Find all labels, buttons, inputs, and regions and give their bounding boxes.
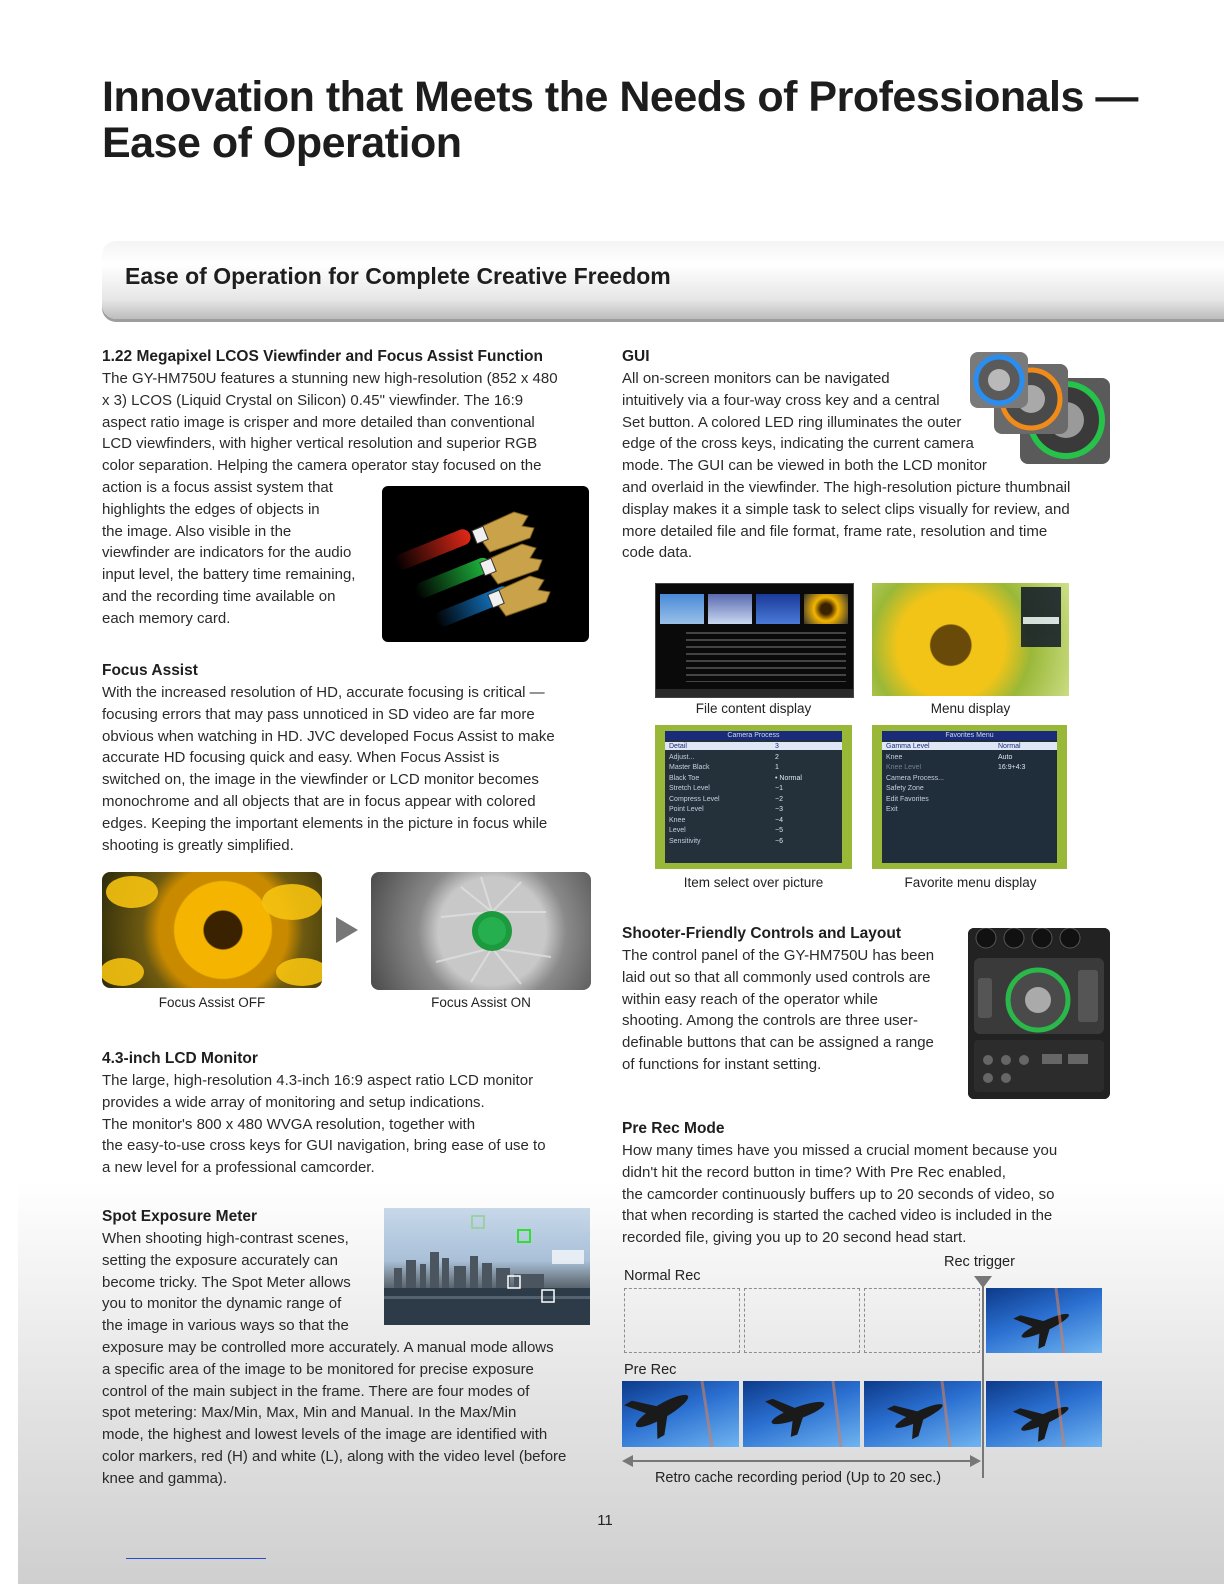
file-content-caption: File content display bbox=[695, 701, 812, 716]
file-info-lines bbox=[686, 632, 846, 682]
text-line: laid out so that all commonly used controls are bbox=[622, 968, 931, 986]
favorite-menu-caption: Favorite menu display bbox=[904, 875, 1037, 890]
lcos-rgb-image bbox=[382, 486, 589, 642]
focus-assist-off-image bbox=[102, 872, 322, 988]
cross-key-led-image bbox=[968, 350, 1113, 466]
text-line: edges. Keeping the important elements in the picture in focus while bbox=[102, 814, 548, 832]
focus-assist-heading: Focus Assist bbox=[102, 662, 198, 679]
arrow-right-icon bbox=[970, 1455, 981, 1467]
text-line: the camcorder continuously buffers up to 20 seconds of video, so bbox=[622, 1185, 1055, 1203]
text-line: each memory card. bbox=[102, 609, 231, 627]
text-line: x 3) LCOS (Liquid Crystal on Silicon) 0.45" viewfinder. The 16:9 bbox=[102, 391, 524, 409]
thumbnail bbox=[804, 594, 848, 624]
gui-heading: GUI bbox=[622, 348, 650, 365]
text-line: All on-screen monitors can be navigated bbox=[622, 370, 890, 387]
footer-link-underline bbox=[126, 1558, 266, 1559]
text-line: intuitively via a four-way cross key and a central bbox=[622, 391, 940, 409]
menu-display-screen bbox=[872, 583, 1069, 696]
camera-process-values: 3 2 1 • Normal −1 −2 −3 −4 −5 −6 bbox=[775, 743, 802, 845]
text-line: shooting is greatly simplified. bbox=[102, 836, 294, 854]
cached-frame bbox=[864, 1381, 981, 1447]
file-content-screen bbox=[655, 583, 854, 698]
lcd-heading: 4.3-inch LCD Monitor bbox=[102, 1050, 258, 1067]
favorite-items: Gamma Level Knee Knee Level Camera Process... Safety Zone Edit Favorites Exit bbox=[886, 743, 944, 813]
text-line: monochrome and all objects that are in focus appear with colored bbox=[102, 792, 536, 810]
text-line: aspect ratio image is crisper and more detailed than conventional bbox=[102, 413, 535, 431]
text-line: and the recording time available on bbox=[102, 587, 336, 605]
text-line: spot metering: Max/Min, Max, Min and Manual. In the Max/Min bbox=[102, 1404, 517, 1422]
controls-section bbox=[622, 923, 962, 1076]
controls-heading: Shooter-Friendly Controls and Layout bbox=[622, 925, 902, 942]
empty-frame bbox=[864, 1288, 980, 1353]
retro-cache-label: Retro cache recording period (Up to 20 sec.) bbox=[654, 1470, 942, 1486]
focus-assist-on-image bbox=[371, 872, 591, 990]
text-line: switched on, the image in the viewfinder or LCD monitor becomes bbox=[102, 771, 539, 789]
favorite-values: Normal Auto 16:9+4:3 bbox=[998, 743, 1026, 771]
cached-frame bbox=[622, 1381, 739, 1447]
menu-display-caption: Menu display bbox=[930, 701, 1011, 716]
text-line: edge of the cross keys, indicating the current camera bbox=[622, 435, 974, 453]
arrow-left-icon bbox=[622, 1455, 633, 1467]
text-line: viewfinder are indicators for the audio bbox=[102, 544, 352, 562]
empty-frame bbox=[744, 1288, 860, 1353]
trigger-line bbox=[982, 1286, 984, 1478]
text-line: The GY-HM750U features a stunning new high-resolution (852 x 480 bbox=[102, 370, 558, 387]
text-line: the image in various ways so that the bbox=[102, 1317, 349, 1335]
text-line: When shooting high-contrast scenes, bbox=[102, 1230, 349, 1247]
camera-process-items: Detail Adjust... Master Black Black Toe Stretch Level Compress Level Point Level Knee Level Sensitivity bbox=[669, 743, 720, 845]
text-line: How many times have you missed a crucial moment because you bbox=[622, 1142, 1058, 1159]
section-banner bbox=[102, 241, 1224, 319]
text-line: obvious when watching in HD. JVC developed Focus Assist to make bbox=[102, 727, 555, 745]
item-select-screen bbox=[655, 725, 852, 869]
text-line: recorded file, giving you up to 20 second head start. bbox=[622, 1229, 967, 1247]
text-line: that when recording is started the cached video is included in the bbox=[622, 1207, 1053, 1225]
text-line: the image. Also visible in the bbox=[102, 522, 292, 540]
text-line: display makes it a simple task to select clips visually for review, and bbox=[622, 500, 1070, 518]
thumbnail bbox=[660, 594, 704, 624]
text-line: The control panel of the GY-HM750U has been bbox=[622, 947, 935, 964]
retro-arrow-line bbox=[632, 1460, 972, 1462]
text-line: and overlaid in the viewfinder. The high-resolution picture thumbnail bbox=[622, 478, 1071, 496]
recorded-frame bbox=[986, 1288, 1102, 1353]
text-line: mode, the highest and lowest levels of the image are identified with bbox=[102, 1426, 548, 1444]
text-line: exposure may be controlled more accurately. A manual mode allows bbox=[102, 1338, 554, 1356]
menu-popup bbox=[1021, 587, 1061, 647]
text-line: control of the main subject in the frame. There are four modes of bbox=[102, 1382, 530, 1400]
item-select-caption: Item select over picture bbox=[683, 875, 824, 890]
lcos-heading: 1.22 Megapixel LCOS Viewfinder and Focus Assist Function bbox=[102, 348, 543, 365]
text-line: code data. bbox=[622, 544, 693, 562]
text-line: The monitor's 800 x 480 WVGA resolution, together with bbox=[102, 1115, 476, 1133]
page-title: Innovation that Meets the Needs of Professionals — Ease of Operation bbox=[102, 73, 1138, 167]
text-line: didn't hit the record button in time? With Pre Rec enabled, bbox=[622, 1163, 1006, 1181]
prerec-section bbox=[622, 1118, 1112, 1249]
rec-trigger-label: Rec trigger bbox=[944, 1254, 1015, 1270]
text-line: of functions for instant setting. bbox=[622, 1055, 822, 1073]
focus-off-caption: Focus Assist OFF bbox=[158, 995, 266, 1010]
text-line: Set button. A colored LED ring illuminates the outer bbox=[622, 413, 962, 431]
prerec-diagram bbox=[622, 1254, 1122, 1494]
thumbnail bbox=[756, 594, 800, 624]
text-line: color separation. Helping the camera operator stay focused on the bbox=[102, 457, 542, 475]
normal-rec-label: Normal Rec bbox=[624, 1268, 701, 1284]
text-line: the easy-to-use cross keys for GUI navigation, bring ease of use to bbox=[102, 1137, 546, 1155]
recorded-frame bbox=[986, 1381, 1102, 1447]
empty-frame bbox=[624, 1288, 740, 1353]
text-line: more detailed file and file format, frame rate, resolution and time bbox=[622, 522, 1048, 540]
favorite-menu-screen bbox=[872, 725, 1067, 869]
focus-assist-section bbox=[102, 660, 592, 856]
text-line: The large, high-resolution 4.3-inch 16:9 aspect ratio LCD monitor bbox=[102, 1072, 534, 1089]
spot-heading: Spot Exposure Meter bbox=[102, 1208, 258, 1225]
text-line: mode. The GUI can be viewed in both the LCD monitor bbox=[622, 457, 987, 475]
text-line: definable buttons that can be assigned a range bbox=[622, 1034, 934, 1052]
pre-rec-label: Pre Rec bbox=[624, 1362, 677, 1378]
text-line: a new level for a professional camcorder. bbox=[102, 1159, 375, 1177]
text-line: color markers, red (H) and white (L), along with the video level (before bbox=[102, 1447, 567, 1465]
text-line: LCD viewfinders, with higher vertical resolution and superior RGB bbox=[102, 435, 538, 453]
cached-frame bbox=[743, 1381, 860, 1447]
text-line: focusing errors that may pass unnoticed in SD video are far more bbox=[102, 705, 535, 723]
text-line: you to monitor the dynamic range of bbox=[102, 1295, 342, 1313]
text-line: highlights the edges of objects in bbox=[102, 500, 320, 518]
text-line: input level, the battery time remaining, bbox=[102, 566, 356, 584]
text-line: shooting. Among the controls are three user- bbox=[622, 1012, 919, 1030]
prerec-heading: Pre Rec Mode bbox=[622, 1120, 725, 1137]
screen-title: Favorites Menu bbox=[882, 731, 1057, 740]
text-line: action is a focus assist system that bbox=[102, 478, 333, 496]
page-number: 11 bbox=[597, 1512, 613, 1529]
arrow-right-icon bbox=[336, 917, 358, 943]
text-line: provides a wide array of monitoring and setup indications. bbox=[102, 1093, 485, 1111]
text-line: With the increased resolution of HD, accurate focusing is critical — bbox=[102, 684, 545, 701]
focus-on-caption: Focus Assist ON bbox=[431, 995, 531, 1010]
text-line: become tricky. The Spot Meter allows bbox=[102, 1273, 351, 1291]
banner-title: Ease of Operation for Complete Creative Freedom bbox=[125, 263, 671, 289]
control-panel-image bbox=[968, 928, 1110, 1099]
lcd-section bbox=[102, 1048, 592, 1179]
thumbnail bbox=[708, 594, 752, 624]
screen-title: Camera Process bbox=[665, 731, 842, 740]
text-line: a specific area of the image to be monitored for precise exposure bbox=[102, 1360, 534, 1378]
text-line: knee and gamma). bbox=[102, 1469, 228, 1487]
text-line: within easy reach of the operator while bbox=[622, 990, 878, 1008]
text-line: setting the exposure accurately can bbox=[102, 1251, 338, 1269]
text-line: accurate HD focusing quick and easy. When Focus Assist is bbox=[102, 749, 500, 767]
spot-meter-city-image bbox=[384, 1208, 590, 1325]
